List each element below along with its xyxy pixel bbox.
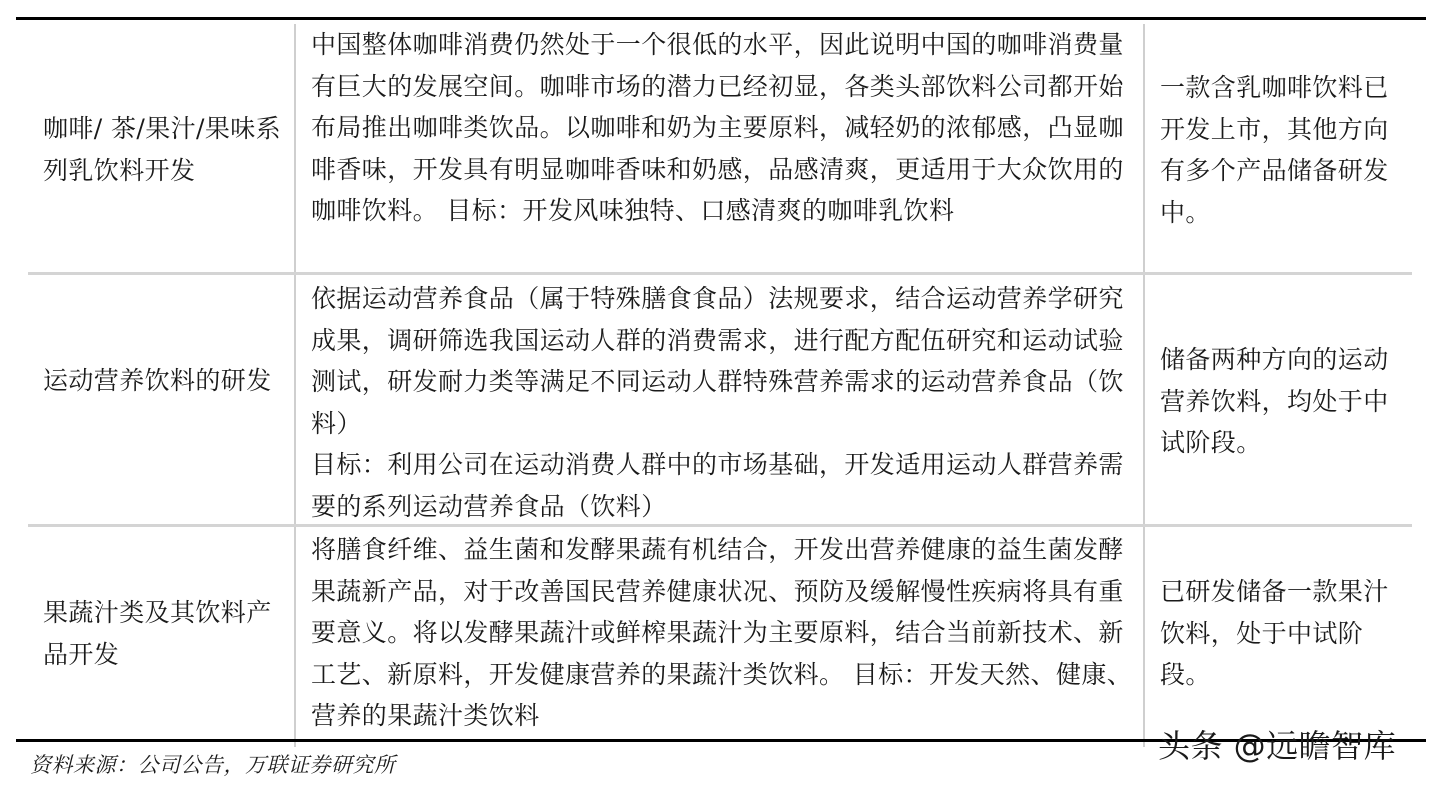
row-2-content xyxy=(311,278,1133,527)
source-note: 资料来源：公司公告，万联证券研究所 xyxy=(30,753,396,777)
watermark: 头条 @远瞻智库 xyxy=(1158,727,1397,765)
row-3-project: 果蔬汁类及其饮料产品开发 xyxy=(43,598,272,669)
row-1-content: 中国整体咖啡消费仍然处于一个很低的水平，因此说明中国的咖啡消费量有巨大的发展空间。咖啡市场的潜力已经初显，各类头部饮料公司都开始布局推出咖啡类饮品。以咖啡和奶为主要原料，减轻奶的浓郁感，凸显咖啡香味，开发具有明显咖啡香味和奶感，品感清爽，更适用于大众饮用的咖啡饮料。 目标：开发风味独特、口感清爽的咖啡乳饮料 xyxy=(311,30,1124,225)
table-top-rule xyxy=(16,17,1426,20)
row-3-progress: 已研发储备一款果汁饮料，处于中试阶段。 xyxy=(1160,577,1389,689)
row-divider-1 xyxy=(28,272,1412,275)
row-3-content: 将膳食纤维、益生菌和发酵果蔬有机结合，开发出营养健康的益生菌发酵果蔬新产品，对于改善国民营养健康状况、预防及缓解慢性疾病将具有重要意义。将以发酵果蔬汁或鲜榨果蔬汁为主要原料，结合当前新技术、新工艺、新原料，开发健康营养的果蔬汁类饮料。 目标：开发天然、健康、营养的果蔬汁类饮料 xyxy=(311,535,1133,730)
row-2-progress: 储备两种方向的运动营养饮料，均处于中试阶段。 xyxy=(1160,345,1389,457)
column-divider-1 xyxy=(294,24,296,747)
row-1-progress: 一款含乳咖啡饮料已开发上市，其他方向有多个产品储备研发中。 xyxy=(1160,73,1389,227)
row-2-goal: 目标：利用公司在运动消费人群中的市场基础，开发适用运动人群营养需要的系列运动营养食品（饮料） xyxy=(311,450,1124,521)
row-1-project: 咖啡/ 茶/果汁/果味系列乳饮料开发 xyxy=(43,114,282,185)
row-2-description: 依据运动营养食品（属于特殊膳食食品）法规要求，结合运动营养学研究成果，调研筛选我国运动人群的消费需求，进行配方配伍研究和运动试验测试，研发耐力类等满足不同运动人群特殊营养需求的运动营养食品（饮料） xyxy=(311,284,1124,438)
column-divider-2 xyxy=(1143,24,1145,747)
row-2-project: 运动营养饮料的研发 xyxy=(43,366,272,395)
